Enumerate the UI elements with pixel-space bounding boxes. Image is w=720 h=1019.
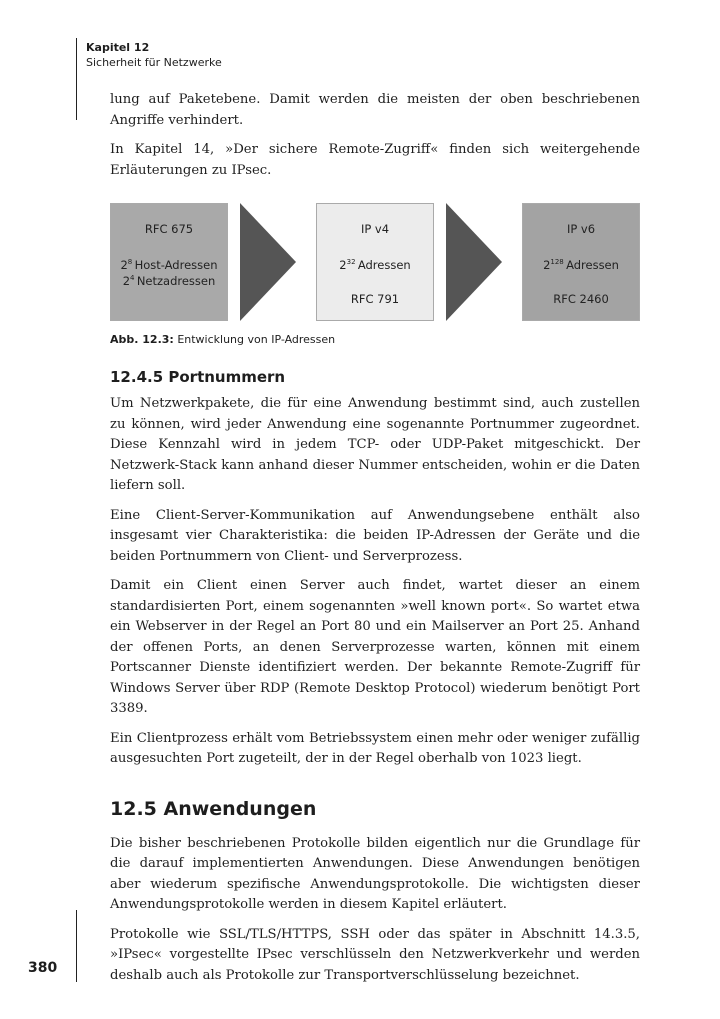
- ipv4-title: IP v4: [360, 222, 390, 236]
- rfc675-title: RFC 675: [144, 222, 194, 236]
- chapter-number: Kapitel 12: [86, 41, 150, 54]
- portnummern-paragraph-3: Damit ein Client einen Server auch findet, wartet dieser an einem standardisierten Port, einem sogenannten »well known port«. So wartet etwa ein Webserver in der Regel an Port 80 und ein Mailserver an Port 25. Anhand der offenen Ports, an denen Serverprozesse warten, können mit einem Portscanner Dienste identifiziert werden. Der bekannte Remote-Zugriff für Windows Server über RDP (Remote Desktop Protocol) wiederum benötigt Port 3389.: [110, 578, 640, 716]
- portnummern-paragraph-2: Eine Client-Server-Kommunikation auf Anwendungsebene enthält also insgesamt vier Charakteristika: die beiden IP-Adressen der Geräte und die beiden Portnummern von Client- und Serverprozess.: [110, 507, 640, 564]
- portnummern-paragraph-4: Ein Clientprozess erhält vom Betriebssystem einen mehr oder weniger zufällig ausgesuchten Port zugeteilt, der in der Regel oberhalb von 1023 liegt.: [110, 730, 640, 766]
- ipv6-box: [522, 203, 640, 321]
- intro-paragraph-1: lung auf Paketebene. Damit werden die meisten der oben beschriebenen Angriffe verhindert.: [110, 92, 640, 128]
- anwendungen-paragraph-2: Protokolle wie SSL/TLS/HTTPS, SSH oder das später in Abschnitt 14.3.5, »IPsec« vorgestellte IPsec verschlüsseln den Netzwerkverkehr und werden deshalb auch als Protokolle zur Transportverschlüsselung bezeichnet.: [110, 926, 640, 983]
- page-content: [110, 90, 640, 995]
- host-addresses-line: $2^8$ Host-Adressen: [120, 258, 218, 272]
- ipv6-addresses-line: $2^{128}$ Adressen: [543, 258, 619, 272]
- arrow-right-icon: [446, 203, 506, 321]
- header-rule: [76, 38, 77, 120]
- section-heading-portnummern: 12.4.5 Portnummern: [110, 368, 286, 386]
- intro-paragraph-2: In Kapitel 14, »Der sichere Remote-Zugriff« finden sich weitergehende Erläuterungen zu IPsec.: [110, 142, 640, 178]
- caption-label: Abb. 12.3:: [110, 333, 174, 346]
- portnummern-paragraph-1: Um Netzwerkpakete, die für eine Anwendung bestimmt sind, auch zustellen zu können, wird jeder Anwendung eine sogenannte Portnummer zugeordnet. Diese Kennzahl wird in jedem TCP- oder UDP-Paket mitgeschickt. Der Netzwerk-Stack kann anhand dieser Nummer entscheiden, wohin er die Daten liefern soll.: [110, 396, 640, 493]
- ipv6-rfc: RFC 2460: [553, 292, 609, 306]
- section-heading-anwendungen: 12.5 Anwendungen: [110, 797, 317, 820]
- chapter-title: Sicherheit für Netzwerke: [86, 56, 222, 69]
- anwendungen-paragraph-1: Die bisher beschriebenen Protokolle bilden eigentlich nur die Grundlage für die darauf implementierten Anwendungen. Diese Anwendungen benötigen aber wiederum spezifische Anwendungsprotokolle. Die wichtigsten dieser Anwendungsprotokolle werden in diesem Kapitel erläutert.: [110, 835, 640, 912]
- running-header: [86, 40, 222, 70]
- figure-caption: [110, 333, 640, 346]
- ipv4-box: [316, 203, 434, 321]
- ipv4-rfc: RFC 791: [350, 292, 400, 306]
- net-addresses-line: $2^4$ Netzadressen: [122, 274, 216, 288]
- rfc675-box: [110, 203, 228, 321]
- caption-text: Entwicklung von IP-Adressen: [177, 333, 336, 346]
- ipv4-addresses-line: $2^{32}$ Adressen: [339, 258, 411, 272]
- arrow-right-icon: [240, 203, 300, 321]
- ip-evolution-figure: [110, 203, 640, 321]
- footer-rule: [76, 910, 77, 982]
- page-number: 380: [28, 960, 58, 976]
- ipv6-title: IP v6: [566, 222, 596, 236]
